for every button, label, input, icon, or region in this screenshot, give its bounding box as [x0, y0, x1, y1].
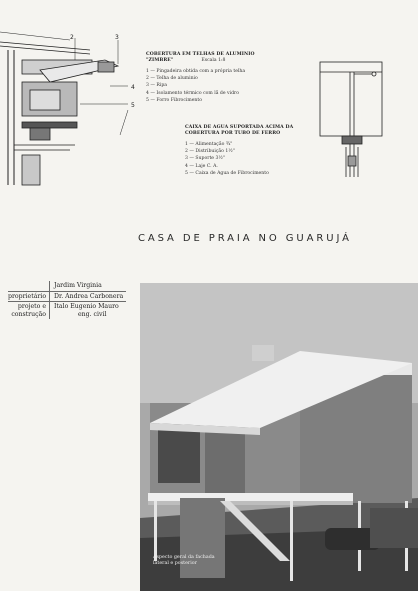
credits-designer-2: eng. civil	[78, 310, 107, 318]
page-title: CASA DE PRAIA NO GUARUJÁ	[138, 233, 352, 244]
callout-5: 5	[131, 102, 135, 109]
roof-detail-drawing	[0, 30, 145, 190]
roof-spec-title-1: COBERTURA EM TELHAS DE ALUMINIO	[146, 52, 255, 57]
callout-4: 4	[131, 84, 135, 91]
roof-spec-item: 4 — Isolamento térmico com lã de vidro	[146, 90, 239, 96]
callout-3: 3	[115, 34, 119, 41]
credits-designer-1: Italo Eugenio Mauro	[54, 303, 119, 310]
credits-table	[8, 281, 126, 319]
photo-caption-2: lateral e posterior	[153, 561, 197, 567]
credits-design-label	[8, 302, 50, 319]
credits-label-empty	[8, 281, 50, 291]
credits-design-label-2: construção	[11, 310, 46, 318]
roof-spec-scale: Escala 1:8	[201, 58, 226, 63]
roof-spec-title-2: "ZIMBRE"	[146, 58, 174, 63]
roof-spec-block	[146, 52, 296, 104]
photo-caption	[153, 555, 223, 568]
credits-row-design	[8, 301, 126, 319]
tank-spec-item: 4 — Laje C. A.	[185, 163, 218, 169]
credits-row-owner	[8, 291, 126, 302]
callout-2: 2	[70, 34, 74, 41]
roof-spec-item: 2 — Telha de aluminio	[146, 76, 198, 82]
credits-owner: Dr. Andrea Carbonera	[54, 292, 124, 300]
credits-owner-label: proprietário	[8, 292, 50, 302]
photo-caption-1: Aspecto geral da fachada	[153, 555, 215, 560]
tank-spec-item: 2 — Distribuição 1½"	[185, 149, 235, 155]
house-photo-illustration	[140, 283, 418, 591]
house-photo	[140, 283, 418, 591]
tank-spec-block	[185, 125, 335, 177]
credits-design-label-1: projeto e	[17, 303, 46, 310]
tank-spec-item: 1 — Alimentação ¾"	[185, 142, 233, 147]
roof-spec-item: 1 — Pingadeira obtida com a própria telha	[146, 69, 246, 74]
credits-location: Jardim Virginia	[54, 282, 102, 289]
tank-spec-title-1: CAIXA DE AGUA SUPORTADA ACIMA DA	[185, 125, 294, 130]
tank-spec-item: 5 — Caixa de Agua de Fibrocimento	[185, 170, 269, 176]
roof-spec-item: 5 — Forro Fibrocimento	[146, 97, 203, 103]
tank-spec-item: 3 — Suporte 3½"	[185, 156, 225, 162]
roof-spec-item: 3 — Ripa	[146, 83, 168, 89]
tank-spec-title-2: COBERTURA POR TUBO DE FERRO	[185, 131, 281, 136]
credits-row-location	[8, 281, 126, 291]
credits-designer	[50, 302, 119, 319]
